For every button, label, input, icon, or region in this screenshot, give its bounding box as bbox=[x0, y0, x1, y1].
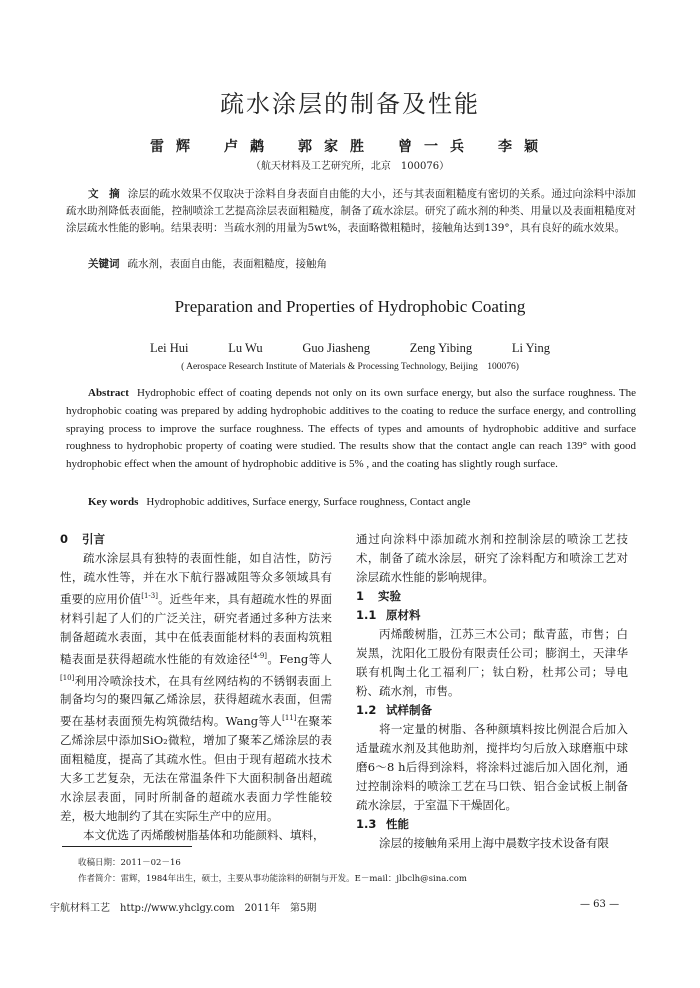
author-en: Lei Hui bbox=[150, 341, 189, 355]
author-en: Li Ying bbox=[511, 341, 550, 355]
keywords-cn bbox=[88, 256, 628, 271]
paper-title-en: Preparation and Properties of Hydrophobic Coating bbox=[174, 297, 526, 316]
paragraph-materials: 丙烯酸树脂，江苏三木公司；酞青蓝，市售；白炭黑，沈阳化工股份有限责任公司；膨润土，天津华联有机陶土化工福利厂；钛白粉，杜邦公司；导电粉、疏水剂，市售。 bbox=[356, 627, 628, 698]
section-heading-properties: 1.3 性能 bbox=[356, 817, 409, 831]
author-list-cn bbox=[150, 136, 550, 156]
abstract-cn bbox=[66, 186, 636, 237]
abstract-text-en: Hydrophobic effect of coating depends not only on its own surface energy, but also the surface roughness. The hydrophobic coating was prepared by adding hydrophobic additives to the coating to reduce the surface energy, and controlling spraying process to improve the surface roughness. The effects of types and amounts of hydrophobic additive and surface roughness to hydrophobic property of coating were studied. The results show that the contact angle can reach 139° with good hydrophobic effect when the amount of hydrophobic additive is 5% , and the coating has slightly rough surface. bbox=[66, 387, 636, 471]
citation: [1-3] bbox=[141, 592, 158, 600]
page-number: — 63 — bbox=[580, 899, 620, 910]
author-cn: 雷辉 bbox=[150, 139, 202, 155]
citation: [4-9] bbox=[250, 651, 267, 660]
affiliation-cn: （航天材料及工艺研究所，北京 100076） bbox=[250, 161, 450, 172]
section-heading-materials: 1.1 原材料 bbox=[356, 608, 421, 622]
author-cn: 卢鹔 bbox=[224, 139, 276, 155]
author-cn: 曾一兵 bbox=[398, 139, 476, 155]
body-column-right bbox=[356, 530, 628, 853]
abstract-label-en: Abstract bbox=[88, 387, 129, 399]
keywords-text-en: Hydrophobic additives, Surface energy, Surface roughness, Contact angle bbox=[146, 496, 471, 508]
paragraph-sample-prep: 将一定量的树脂、各种颜填料按比例混合后加入适量疏水剂及其他助剂，搅拌均匀后放入球磨瓶中球磨6～8 h后得到涂料，将涂料过滤后加入固化剂，通过控制涂料的喷涂工艺在马口铁、铝合金试板上制备疏水涂层，于室温下干燥固化。 bbox=[356, 722, 628, 812]
affiliation-en: ( Aerospace Research Institute of Materials & Processing Technology, Beijing 100076) bbox=[181, 362, 519, 372]
keywords-label-en: Key words bbox=[88, 496, 139, 508]
section-heading-introduction: 0 引言 bbox=[60, 532, 105, 546]
footnote-author-bio: 作者简介：雷辉，1984年出生，硕士，主要从事功能涂料的研制与开发。E－mail：jlbclh@sina.com bbox=[78, 874, 467, 884]
body-column-left bbox=[60, 530, 332, 845]
author-en: Zeng Yibing bbox=[409, 341, 473, 355]
journal-footer: 宇航材料工艺 http://www.yhclgy.com 2011年 第5期 bbox=[50, 903, 317, 914]
paragraph-introduction: 疏水涂层具有独特的表面性能，如自洁性，防污性，疏水性等，并在水下航行器减阻等众多领域具有重要的应用价值[1-3]。近些年来，具有超疏水性的界面材料引起了人们的广泛关注，研究者通过多种方法来制备超疏水表面，其中在低表面能材料的表面构筑粗糙表面是获得超疏水性能的有效途径[4-9]。Feng等人[10]利用冷喷涂技术，在具有丝网结构的不锈钢表面上制备均匀的聚四氟乙烯涂层，获得超疏水表面，但需要在基材表面预先构筑微结构。Wang等人[11]在聚苯乙烯涂层中添加SiO₂微粒，增加了聚苯乙烯涂层的表面粗糙度，提高了其疏水性。但由于现有超疏水技术大多工艺复杂，无法在常温条件下大面积制备出超疏水涂层表面，同时所制备的超疏水表面力学性能较差，极大地制约了其在实际生产中的应用。 bbox=[60, 551, 333, 824]
author-cn: 李颖 bbox=[498, 139, 550, 155]
keywords-text-cn: 疏水剂，表面自由能，表面粗糙度，接触角 bbox=[127, 258, 327, 270]
paragraph-this-work-cont: 通过向涂料中添加疏水剂和控制涂层的喷涂工艺技术，制备了疏水涂层，研究了涂料配方和喷涂工艺对涂层疏水性能的影响规律。 bbox=[356, 532, 628, 584]
author-en: Lu Wu bbox=[228, 341, 263, 355]
author-list-en bbox=[150, 341, 550, 356]
paper-title-cn: 疏水涂层的制备及性能 bbox=[220, 90, 480, 118]
footnote-divider bbox=[62, 846, 192, 847]
abstract-label-cn: 文 摘 bbox=[88, 188, 120, 200]
abstract-en bbox=[66, 385, 636, 474]
keywords-label-cn: 关键词 bbox=[88, 258, 120, 270]
section-heading-sample-prep: 1.2 试样制备 bbox=[356, 703, 432, 717]
citation: [11] bbox=[282, 714, 297, 723]
footnote-received-date: 收稿日期：2011－02－16 bbox=[78, 858, 181, 868]
author-cn: 郭家胜 bbox=[298, 139, 376, 155]
paragraph-properties: 涂层的接触角采用上海中晨数字技术设备有限 bbox=[379, 836, 609, 850]
citation: [10] bbox=[60, 673, 75, 682]
abstract-text-cn: 涂层的疏水效果不仅取决于涂料自身表面自由能的大小，还与其表面粗糙度有密切的关系。通过向涂料中添加疏水助剂降低表面能，控制喷涂工艺提高涂层表面粗糙度，制备了疏水涂层。研究了疏水剂的种类、用量以及表面粗糙度对涂层疏水性能的影响。结果表明：当疏水剂的用量为5wt%，表面略微粗糙时，接触角达到139°，具有良好的疏水效果。 bbox=[66, 188, 637, 234]
paragraph-this-work: 本文优选了丙烯酸树脂基体和功能颜料、填料， bbox=[83, 828, 325, 843]
keywords-en bbox=[88, 496, 628, 508]
author-en: Guo Jiasheng bbox=[302, 341, 371, 355]
section-heading-experiment: 1 实验 bbox=[356, 589, 401, 603]
